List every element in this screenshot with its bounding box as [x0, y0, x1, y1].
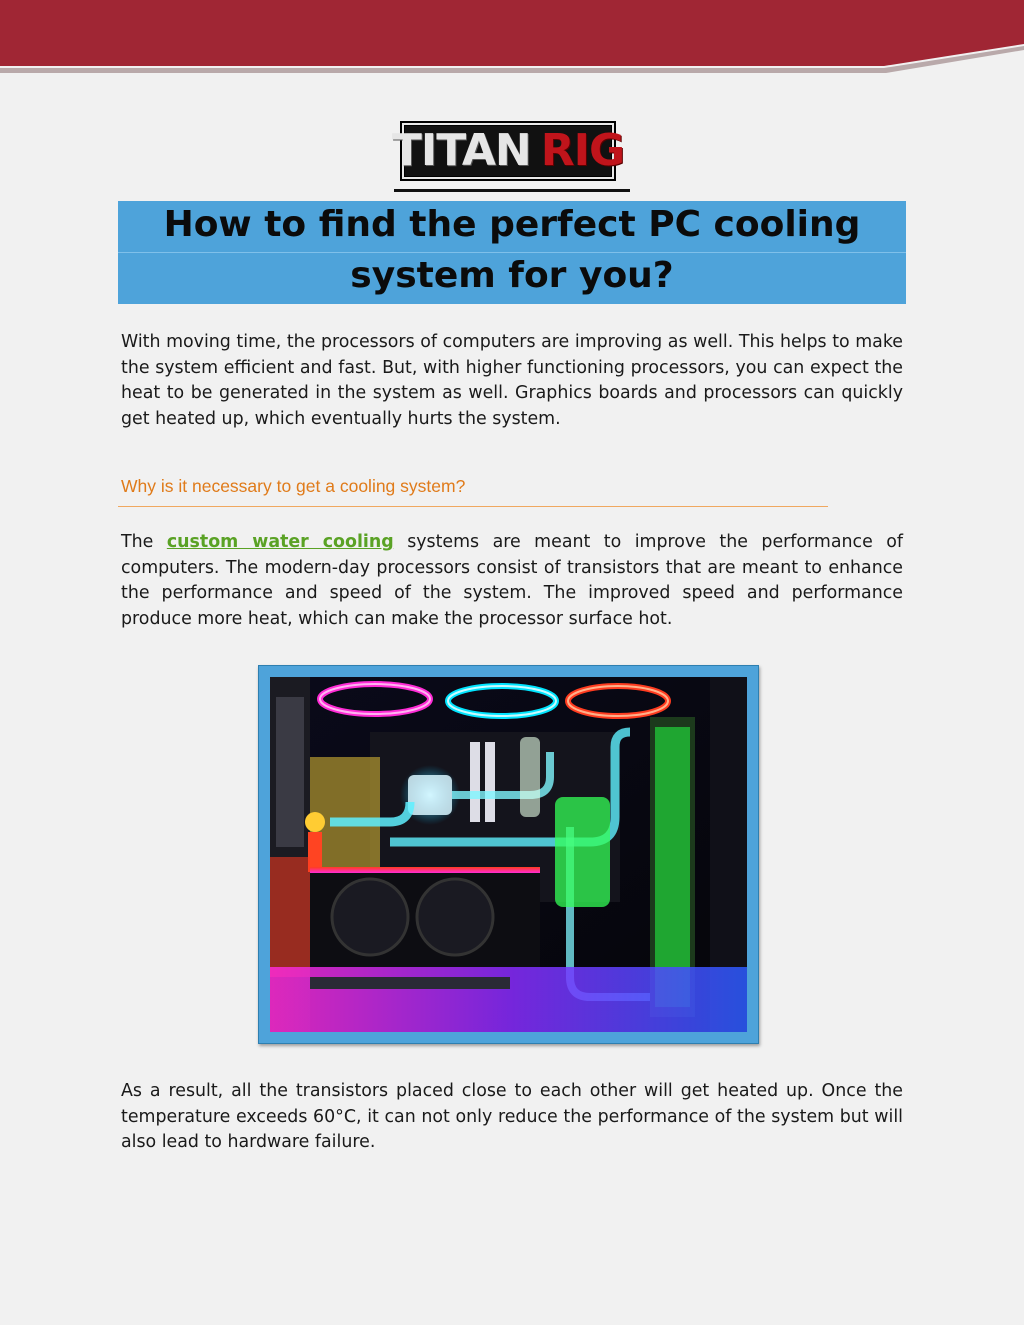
- logo-underline: [394, 189, 630, 192]
- logo-word-titan: TITAN: [391, 125, 531, 176]
- pc-build-photo: [258, 665, 759, 1044]
- titan-rig-logo: [391, 121, 625, 181]
- paragraph-text-before: The: [121, 532, 154, 552]
- title-divider: [118, 252, 906, 253]
- section-heading-rule: [118, 506, 828, 507]
- conclusion-paragraph: As a result, all the transistors placed close to each other will get heated up. Once the temperature exceeds 60°C, it can not only reduce the performance of the system but will also lead to hardware failure.: [121, 1081, 903, 1153]
- title-line-1: How to find the perfect PC cooling: [163, 204, 861, 245]
- logo-word-rig: RIG: [540, 125, 625, 176]
- custom-water-cooling-link[interactable]: custom water cooling: [166, 532, 394, 552]
- paragraph-text-after: systems are meant to improve the performance of computers. The modern-day processors consist of transistors that are meant to enhance the performance and speed of the system. The improved speed and performance produce more heat, which can make the processor surface hot.: [121, 532, 904, 630]
- pc-interior-image: [270, 677, 747, 1032]
- header-banner: [0, 0, 1024, 80]
- section-heading: Why is it necessary to get a cooling system?: [121, 476, 466, 496]
- article-title: [118, 201, 906, 304]
- title-line-2: system for you?: [350, 255, 674, 296]
- intro-paragraph: With moving time, the processors of computers are improving as well. This helps to make the system efficient and fast. But, with higher functioning processors, you can expect the heat to be generated in the system as well. Graphics boards and processors can quickly get heated up, which eventually hurts the system.: [121, 332, 903, 430]
- cooling-paragraph: [121, 530, 903, 633]
